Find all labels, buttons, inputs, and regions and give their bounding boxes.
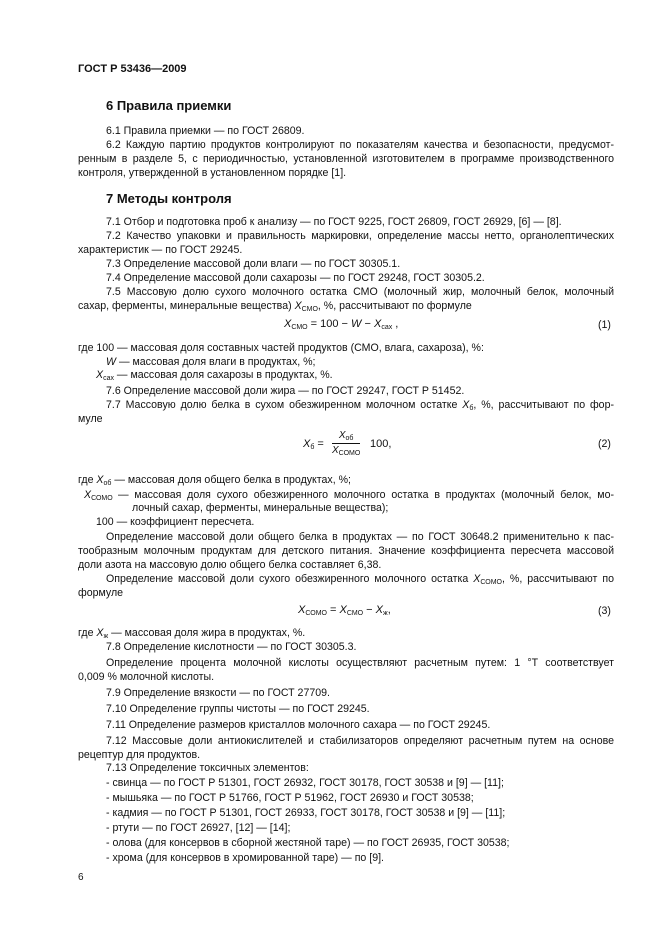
where-xsomo-line2: лочный сахар, ферменты, минеральные вещества); [132, 502, 389, 514]
list-item: - кадмия — по ГОСТ Р 51301, ГОСТ 26933, ГОСТ 30178, ГОСТ 30538 и [9] — [11]; [106, 807, 506, 819]
para-7-5-line2: сахар, ферменты, минеральные вещества) $X_{СМО}$, %, рассчитывают по формуле [78, 300, 472, 313]
list-item: - хрома (для консервов в хромированной таре) — по [9]. [106, 852, 384, 864]
para-lactic-line1: Определение процента молочной кислоты осуществляют расчетным путем: 1 °Т соответствует [106, 657, 614, 669]
where-2: где $X_{об}$ — массовая доля общего белка в продуктах, %; [78, 474, 351, 487]
formula-2-fraction: $X_{об}$ $X_{СОМО}$ [332, 430, 361, 457]
para-lactic-line2: 0,009 % молочной кислоты. [78, 671, 215, 683]
para-7-13: 7.13 Определение токсичных элементов: [106, 762, 309, 774]
para-7-8: 7.8 Определение кислотности — по ГОСТ 30305.3. [106, 641, 357, 653]
list-item: - мышьяка — по ГОСТ Р 51766, ГОСТ Р 51962, ГОСТ 26930 и ГОСТ 30538; [106, 792, 474, 804]
para-7-10: 7.10 Определение группы чистоты — по ГОСТ 29245. [106, 703, 370, 715]
para-protein-line2: тообразным молочным продуктам для детского питания. Значение коэффициента пересчета массовой [78, 545, 614, 557]
para-7-6: 7.6 Определение массовой доли жира — по ГОСТ 29247, ГОСТ Р 51452. [106, 385, 465, 397]
para-7-2-line1: 7.2 Качество упаковки и правильность маркировки, определение массы нетто, органолептических [106, 230, 614, 242]
para-7-1: 7.1 Отбор и подготовка проб к анализу — по ГОСТ 9225, ГОСТ 26809, ГОСТ 26929, [6] — [8]. [106, 216, 562, 228]
para-somo-line1: Определение массовой доли сухого обезжиренного молочного остатка $X_{СОМО}$, %, рассчитывают по [106, 573, 614, 586]
para-protein-line1: Определение массовой доли общего белка в продуктах — по ГОСТ 30648.2 применительно к пас- [106, 531, 614, 543]
formula-3-number: (3) [598, 605, 611, 617]
document-header: ГОСТ Р 53436—2009 [78, 63, 187, 75]
where-xsomo-line1: — массовая доля сухого обезжиренного молочного остатка в продуктах (молочный белок, мо- [118, 489, 614, 501]
para-7-3: 7.3 Определение массовой доли влаги — по ГОСТ 30305.1. [106, 258, 401, 270]
para-7-7-line2: муле [78, 413, 103, 425]
formula-1: $X_{СМО} = 100 - W - X_{сах}$ , [284, 318, 399, 331]
coefficient-100: 100 — коэффициент пересчета. [96, 516, 255, 528]
list-item: - олова (для консервов в сборной жестяной таре) — по ГОСТ 26935, ГОСТ 30538; [106, 837, 510, 849]
list-item: - свинца — по ГОСТ Р 51301, ГОСТ 26932, ГОСТ 30178, ГОСТ 30538 и [9] — [11]; [106, 777, 504, 789]
para-7-11: 7.11 Определение размеров кристаллов молочного сахара — по ГОСТ 29245. [106, 719, 491, 731]
para-6-2-line2: ренным в разделе 5, с периодичностью, установленной изготовителем в программе производственного [78, 153, 614, 165]
formula-3: $X_{СОМО} = X_{СМО} - X_ж$, [298, 604, 391, 617]
para-6-2-line1: 6.2 Каждую партию продуктов контролируют по показателям качества и безопасности, предусмот- [106, 139, 614, 151]
formula-1-number: (1) [598, 319, 611, 331]
para-6-2-line3: контроля, утвержденной в установленном порядке [1]. [78, 167, 347, 179]
para-7-12-line1: 7.12 Массовые доли антиокислителей и стабилизаторов определяют расчетным путем на основе [106, 735, 614, 747]
where-1: где 100 — массовая доля составных частей продуктов (СМО, влага, сахароза), %: [78, 342, 484, 354]
para-6-1: 6.1 Правила приемки — по ГОСТ 26809. [106, 125, 305, 137]
formula-2-number: (2) [598, 438, 611, 450]
para-7-2-line2: характеристик — по ГОСТ 29245. [78, 244, 243, 256]
para-7-9: 7.9 Определение вязкости — по ГОСТ 27709. [106, 687, 330, 699]
para-7-12-line2: рецептур для продуктов. [78, 749, 201, 761]
list-item: - ртути — по ГОСТ 26927, [12] — [14]; [106, 822, 291, 834]
formula-2-lhs: $X_б$ = [303, 438, 324, 451]
para-somo-line2: формуле [78, 587, 124, 599]
formula-2-coefficient: 100, [370, 438, 392, 450]
where-xsax: $X_{сах}$ — массовая доля сахарозы в продуктах, %. [96, 369, 333, 382]
section-7-title: 7 Методы контроля [106, 191, 232, 206]
where-w: W — массовая доля влаги в продуктах, %; [106, 356, 316, 368]
page-number: 6 [78, 872, 84, 883]
para-7-7-line1: 7.7 Массовую долю белка в сухом обезжиренном молочном остатке $X_б$, %, рассчитывают по фор- [106, 399, 614, 412]
where-3: где $X_ж$ — массовая доля жира в продуктах, %. [78, 627, 306, 640]
where-xsomo-symbol: $X_{СОМО}$ [84, 489, 113, 502]
para-protein-line3: доли азота на массовую долю общего белка составляет 6,38. [78, 559, 382, 571]
section-6-title: 6 Правила приемки [106, 98, 232, 113]
para-7-5-line1: 7.5 Массовую долю сухого молочного остатка СМО (молочный жир, молочный белок, молочный [106, 286, 614, 298]
para-7-4: 7.4 Определение массовой доли сахарозы — по ГОСТ 29248, ГОСТ 30305.2. [106, 272, 485, 284]
